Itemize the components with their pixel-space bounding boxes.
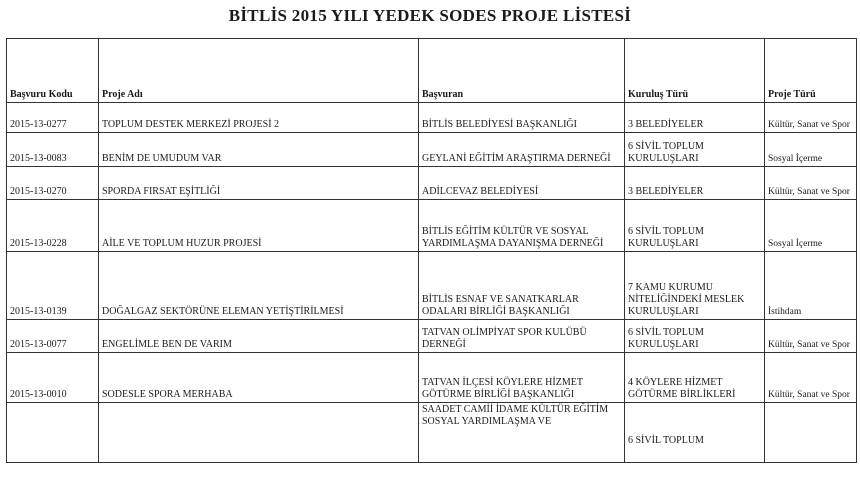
table-row: [7, 133, 857, 167]
cell-code: 2015-13-0228: [7, 200, 99, 252]
cell-name: DOĞALGAZ SEKTÖRÜNE ELEMAN YETİŞTİRİLMESİ: [99, 252, 419, 320]
cell-org-type: 6 SİVİL TOPLUM: [625, 403, 765, 463]
cell-applicant: ADİLCEVAZ BELEDİYESİ: [419, 167, 625, 200]
cell-applicant: TATVAN İLÇESİ KÖYLERE HİZMET GÖTÜRME BİRLİĞİ BAŞKANLIĞI: [419, 353, 625, 403]
cell-org-type: 6 SİVİL TOPLUM KURULUŞLARI: [625, 320, 765, 353]
cell-project-type: Kültür, Sanat ve Spor: [765, 320, 857, 353]
header-basvuran: Başvuran: [419, 39, 625, 103]
table-row: [7, 103, 857, 133]
cell-applicant: BİTLİS ESNAF VE SANATKARLAR ODALARI BİRLİĞİ BAŞKANLIĞI: [419, 252, 625, 320]
cell-applicant: BİTLİS BELEDİYESİ BAŞKANLIĞI: [419, 103, 625, 133]
cell-name: TOPLUM DESTEK MERKEZİ PROJESİ 2: [99, 103, 419, 133]
cell-name: ENGELİMLE BEN DE VARIM: [99, 320, 419, 353]
table-row: [7, 320, 857, 353]
table-row: [7, 167, 857, 200]
cell-org-type: 6 SİVİL TOPLUM KURULUŞLARI: [625, 200, 765, 252]
cell-org-type: 3 BELEDİYELER: [625, 103, 765, 133]
cell-code: 2015-13-0010: [7, 353, 99, 403]
cell-name: AİLE VE TOPLUM HUZUR PROJESİ: [99, 200, 419, 252]
cell-project-type: Kültür, Sanat ve Spor: [765, 353, 857, 403]
cell-org-type: 4 KÖYLERE HİZMET GÖTÜRME BİRLİKLERİ: [625, 353, 765, 403]
cell-code: 2015-13-0083: [7, 133, 99, 167]
cell-project-type: İstihdam: [765, 252, 857, 320]
cell-project-type: Kültür, Sanat ve Spor: [765, 167, 857, 200]
cell-org-type: 3 BELEDİYELER: [625, 167, 765, 200]
header-row: [7, 39, 857, 103]
cell-name: SPORDA FIRSAT EŞİTLİĞİ: [99, 167, 419, 200]
table-row: [7, 353, 857, 403]
cell-code: 2015-13-0277: [7, 103, 99, 133]
cell-code: [7, 403, 99, 463]
header-proje-adi: Proje Adı: [99, 39, 419, 103]
cell-org-type: 7 KAMU KURUMU NİTELİĞİNDEKİ MESLEK KURULUŞLARI: [625, 252, 765, 320]
cell-name: BENİM DE UMUDUM VAR: [99, 133, 419, 167]
cell-org-type: 6 SİVİL TOPLUM KURULUŞLARI: [625, 133, 765, 167]
cell-applicant: TATVAN OLİMPİYAT SPOR KULÜBÜ DERNEĞİ: [419, 320, 625, 353]
cell-code: 2015-13-0077: [7, 320, 99, 353]
project-table: [6, 38, 857, 463]
cell-project-type: [765, 403, 857, 463]
header-basvuru-kodu: Başvuru Kodu: [7, 39, 99, 103]
cell-project-type: Sosyal İçerme: [765, 200, 857, 252]
table-row: [7, 403, 857, 463]
cell-name: SODESLE SPORA MERHABA: [99, 353, 419, 403]
cell-project-type: Sosyal İçerme: [765, 133, 857, 167]
table-row: [7, 252, 857, 320]
cell-name: [99, 403, 419, 463]
document-title: BİTLİS 2015 YILI YEDEK SODES PROJE LİSTESİ: [228, 6, 632, 25]
cell-applicant: SAADET CAMİİ İDAME KÜLTÜR EĞİTİM SOSYAL YARDIMLAŞMA VE: [419, 403, 625, 463]
header-proje-turu: Proje Türü: [765, 39, 857, 103]
cell-applicant: GEYLANİ EĞİTİM ARAŞTIRMA DERNEĞİ: [419, 133, 625, 167]
cell-code: 2015-13-0270: [7, 167, 99, 200]
cell-applicant: BİTLİS EĞİTİM KÜLTÜR VE SOSYAL YARDIMLAŞMA DAYANIŞMA DERNEĞİ: [419, 200, 625, 252]
cell-code: 2015-13-0139: [7, 252, 99, 320]
header-kurulus-turu: Kuruluş Türü: [625, 39, 765, 103]
cell-project-type: Kültür, Sanat ve Spor: [765, 103, 857, 133]
table-row: [7, 200, 857, 252]
